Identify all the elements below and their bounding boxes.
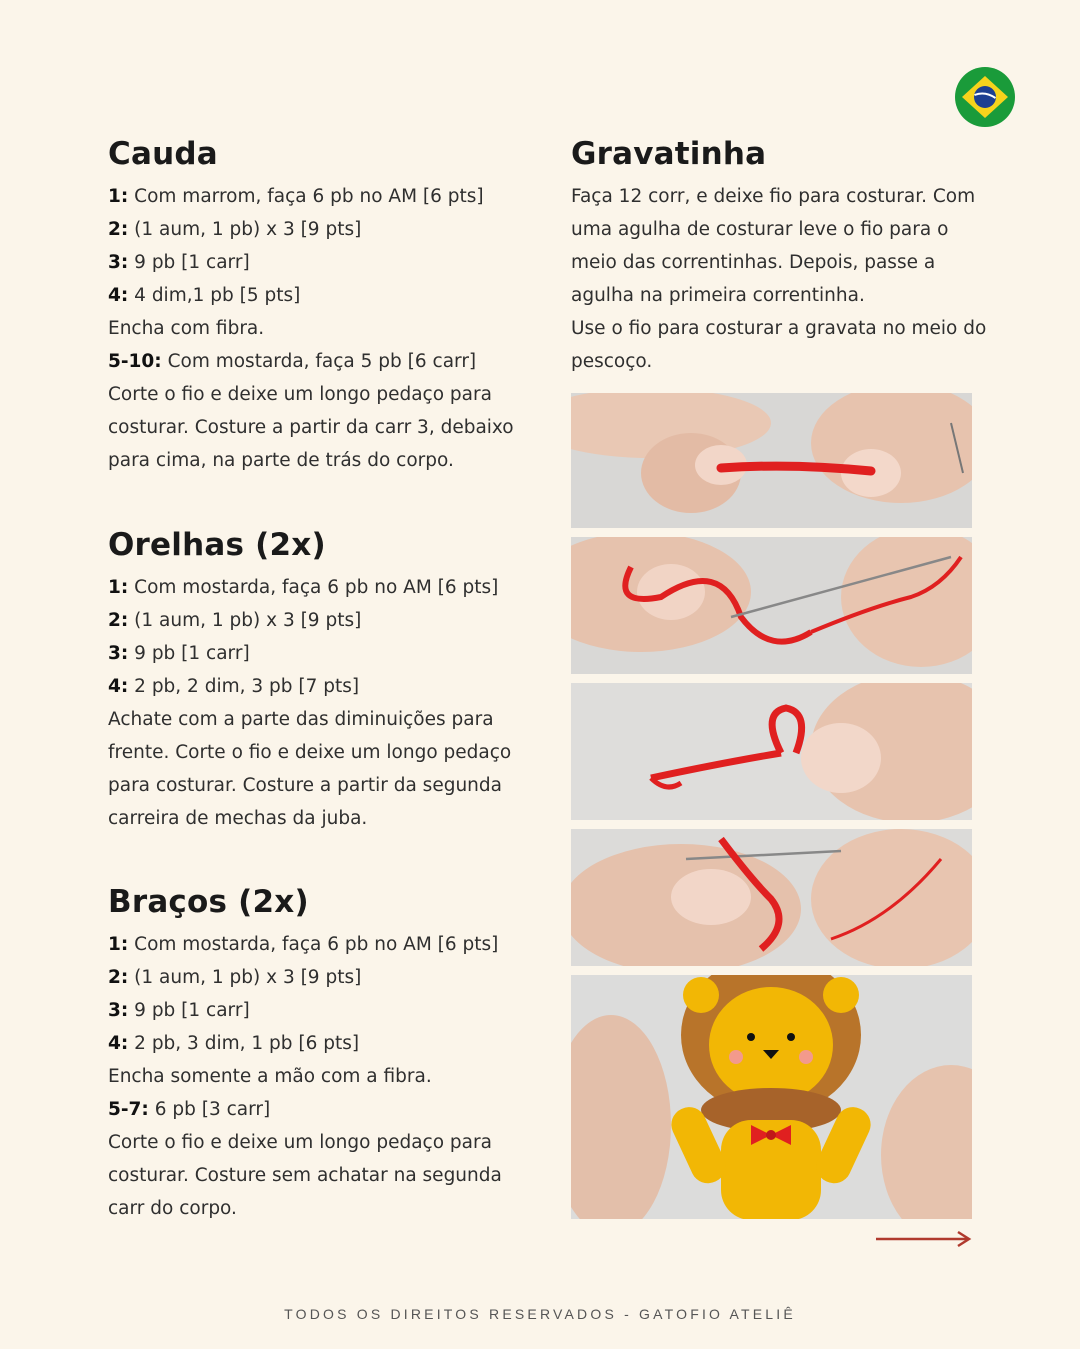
instruction-text: carreira de mechas da juba. <box>108 808 368 829</box>
instruction-text: 9 pb [1 carr] <box>128 643 250 664</box>
section-title: Orelhas (2x) <box>108 527 326 563</box>
instruction-text: carr do corpo. <box>108 1198 237 1219</box>
instruction-text: para cima, na parte de trás do corpo. <box>108 450 454 471</box>
photo-chain-step-2 <box>571 537 972 674</box>
photo-chain-step-4 <box>571 829 972 966</box>
text-line: Use o fio para costurar a gravata no meio do <box>571 318 987 339</box>
instruction-line <box>108 769 528 802</box>
instruction-line <box>108 1093 528 1126</box>
section-title: Braços (2x) <box>108 884 309 920</box>
instruction-line <box>108 312 528 345</box>
instruction-text: 2 pb, 3 dim, 1 pb [6 pts] <box>128 1033 360 1054</box>
instruction-line <box>108 637 528 670</box>
instruction-text: Corte o fio e deixe um longo pedaço para <box>108 384 492 405</box>
instruction-text: costurar. Costure a partir da carr 3, debaixo <box>108 417 514 438</box>
row-number: 3: <box>108 1000 129 1021</box>
instruction-line <box>108 961 528 994</box>
text-line: meio das correntinhas. Depois, passe a <box>571 252 936 273</box>
section-gravatinha <box>571 134 987 378</box>
row-number: 5-10: <box>108 351 162 372</box>
instruction-line <box>108 571 528 604</box>
instruction-text: Achate com a parte das diminuições para <box>108 709 494 730</box>
instruction-line <box>108 1192 528 1225</box>
instruction-line <box>108 345 528 378</box>
instruction-text: (1 aum, 1 pb) x 3 [9 pts] <box>128 610 362 631</box>
row-number: 2: <box>108 610 129 631</box>
instruction-line <box>108 1126 528 1159</box>
instruction-text: Com mostarda, faça 6 pb no AM [6 pts] <box>128 577 499 598</box>
instruction-text: Encha somente a mão com a fibra. <box>108 1066 432 1087</box>
instruction-text: Com mostarda, faça 6 pb no AM [6 pts] <box>128 934 499 955</box>
photo-lion-amigurumi <box>571 975 972 1219</box>
instruction-line <box>108 802 528 835</box>
section-orelhas <box>108 525 528 835</box>
instruction-line <box>108 994 528 1027</box>
instruction-line <box>108 604 528 637</box>
instruction-text <box>571 180 987 378</box>
instruction-text: costurar. Costure sem achatar na segunda <box>108 1165 502 1186</box>
instruction-text: Com mostarda, faça 5 pb [6 carr] <box>161 351 477 372</box>
text-line: Faça 12 corr, e deixe fio para costurar. Com <box>571 186 976 207</box>
instruction-text: 6 pb [3 carr] <box>148 1099 271 1120</box>
row-number: 3: <box>108 643 129 664</box>
row-number: 4: <box>108 285 129 306</box>
row-number: 4: <box>108 1033 129 1054</box>
instruction-text: Corte o fio e deixe um longo pedaço para <box>108 1132 492 1153</box>
instruction-text: (1 aum, 1 pb) x 3 [9 pts] <box>128 967 362 988</box>
row-number: 5-7: <box>108 1099 149 1120</box>
instruction-line <box>108 279 528 312</box>
instruction-list <box>108 180 528 477</box>
row-number: 1: <box>108 934 129 955</box>
instruction-line <box>108 703 528 736</box>
brazil-flag-icon <box>955 67 1015 127</box>
row-number: 3: <box>108 252 129 273</box>
text-line: agulha na primeira correntinha. <box>571 285 865 306</box>
instruction-line <box>108 246 528 279</box>
instruction-line <box>108 1060 528 1093</box>
instruction-line <box>108 736 528 769</box>
instruction-text: Encha com fibra. <box>108 318 265 339</box>
instruction-line <box>108 670 528 703</box>
photo-chain-step-3 <box>571 683 972 820</box>
copyright-footer: TODOS OS DIREITOS RESERVADOS - GATOFIO ATELIÊ <box>284 1306 796 1322</box>
instruction-text: 4 dim,1 pb [5 pts] <box>128 285 301 306</box>
row-number: 1: <box>108 577 129 598</box>
instruction-line <box>108 1027 528 1060</box>
row-number: 4: <box>108 676 129 697</box>
instruction-line <box>108 378 528 411</box>
instruction-text: 9 pb [1 carr] <box>128 252 250 273</box>
section-bracos <box>108 882 528 1225</box>
text-line: uma agulha de costurar leve o fio para o <box>571 219 949 240</box>
instruction-text: 2 pb, 2 dim, 3 pb [7 pts] <box>128 676 360 697</box>
photo-chain-step-1 <box>571 393 972 528</box>
instruction-line <box>108 444 528 477</box>
instruction-text: 9 pb [1 carr] <box>128 1000 250 1021</box>
instruction-text: para costurar. Costure a partir da segunda <box>108 775 502 796</box>
instruction-line <box>108 213 528 246</box>
instruction-line <box>108 180 528 213</box>
text-line: pescoço. <box>571 351 653 372</box>
section-title: Cauda <box>108 136 218 172</box>
instruction-line <box>108 411 528 444</box>
instruction-line <box>108 1159 528 1192</box>
row-number: 2: <box>108 219 129 240</box>
instruction-line <box>108 928 528 961</box>
instruction-text: Com marrom, faça 6 pb no AM [6 pts] <box>128 186 484 207</box>
instruction-text: frente. Corte o fio e deixe um longo pedaço <box>108 742 512 763</box>
instruction-text: (1 aum, 1 pb) x 3 [9 pts] <box>128 219 362 240</box>
row-number: 2: <box>108 967 129 988</box>
row-number: 1: <box>108 186 129 207</box>
next-page-arrow-icon[interactable] <box>874 1229 972 1249</box>
section-cauda <box>108 134 528 477</box>
step-photos <box>571 393 972 1228</box>
section-title: Gravatinha <box>571 136 767 172</box>
instruction-list <box>108 571 528 835</box>
instruction-list <box>108 928 528 1225</box>
